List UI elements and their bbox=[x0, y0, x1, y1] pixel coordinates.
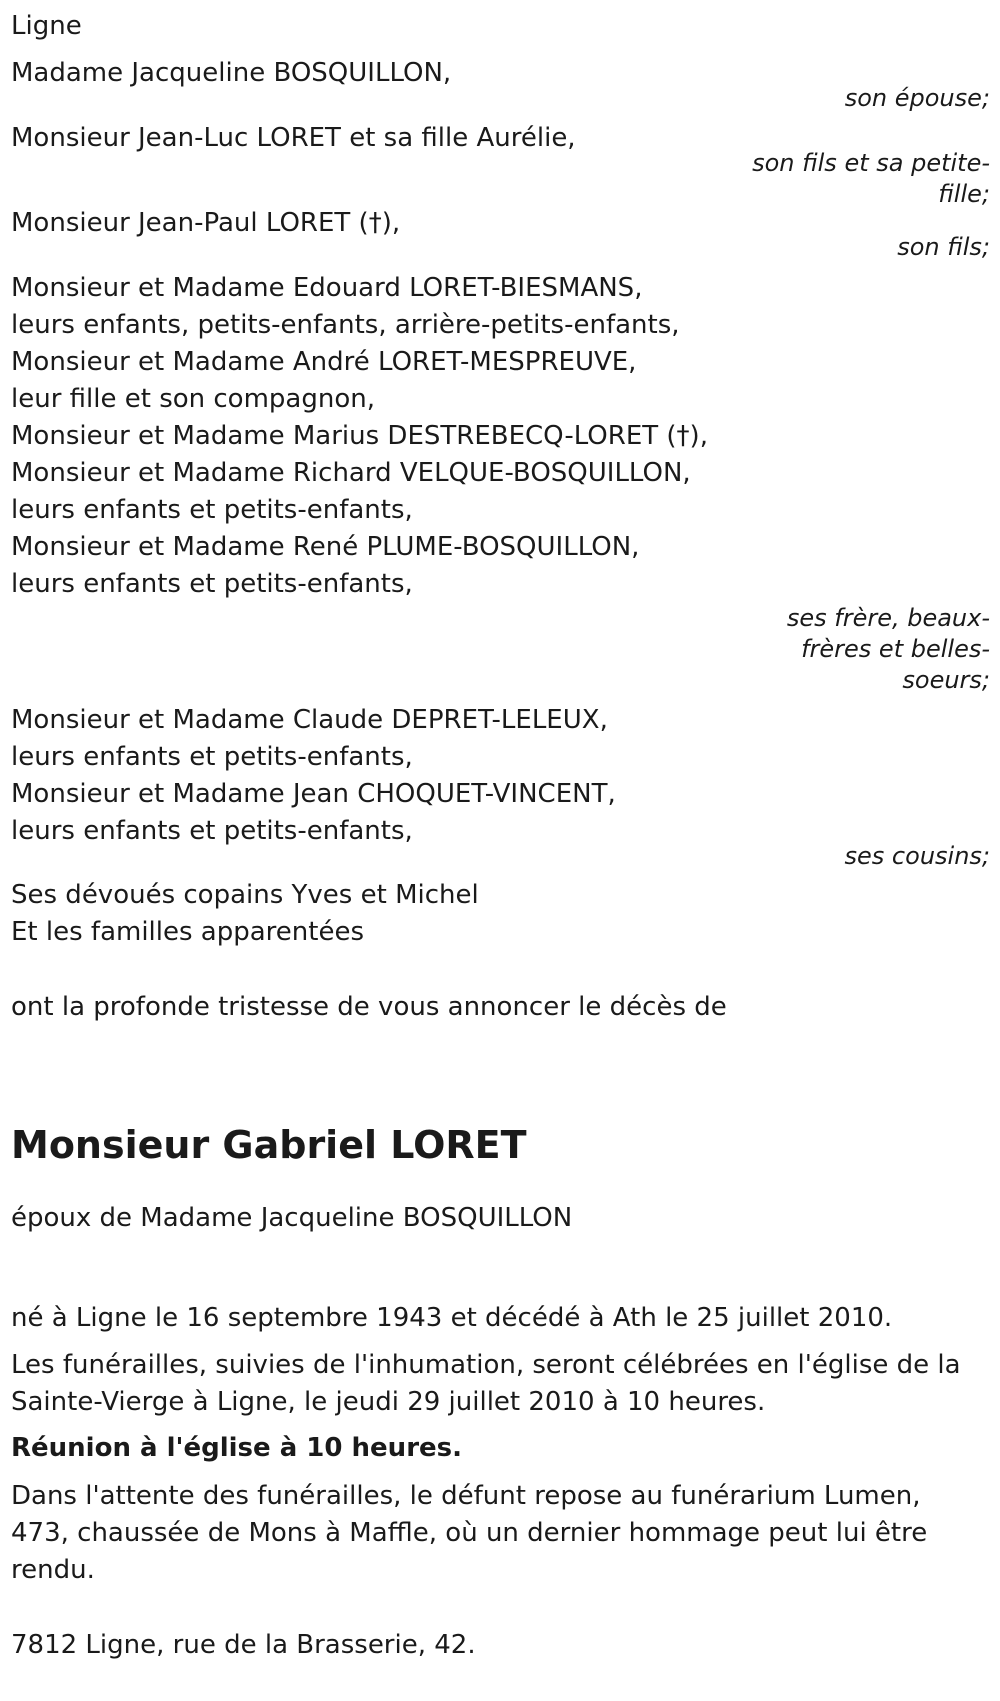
family-line: Monsieur et Madame Marius DESTREBECQ-LORET (†), bbox=[11, 421, 708, 451]
relation-label: son épouse; bbox=[844, 84, 990, 112]
family-line: leurs enfants et petits-enfants, bbox=[11, 816, 413, 846]
family-line: leurs enfants et petits-enfants, bbox=[11, 742, 413, 772]
announcement-text: ont la profonde tristesse de vous annoncer le décès de bbox=[11, 992, 727, 1022]
spouse-line: époux de Madame Jacqueline BOSQUILLON bbox=[11, 1203, 573, 1233]
family-line: Monsieur et Madame André LORET-MESPREUVE, bbox=[11, 347, 637, 377]
family-line: leurs enfants et petits-enfants, bbox=[11, 569, 413, 599]
meeting-notice: Réunion à l'église à 10 heures. bbox=[11, 1433, 463, 1463]
relation-label: son fils et sa petite-fille; bbox=[752, 149, 990, 208]
deceased-name: Monsieur Gabriel LORET bbox=[11, 1123, 527, 1167]
place-name: Ligne bbox=[11, 11, 82, 41]
friends-line: Et les familles apparentées bbox=[11, 917, 365, 947]
family-line: Monsieur et Madame Edouard LORET-BIESMANS, bbox=[11, 273, 643, 303]
birth-death-dates: né à Ligne le 16 septembre 1943 et décédé à Ath le 25 juillet 2010. bbox=[11, 1303, 893, 1333]
relation-label: son fils; bbox=[897, 233, 990, 261]
friends-line: Ses dévoués copains Yves et Michel bbox=[11, 880, 479, 910]
home-address: 7812 Ligne, rue de la Brasserie, 42. bbox=[11, 1630, 476, 1660]
family-line: Monsieur et Madame Jean CHOQUET-VINCENT, bbox=[11, 779, 616, 809]
family-line: leur fille et son compagnon, bbox=[11, 384, 375, 414]
funerarium-details: Dans l'attente des funérailles, le défunt repose au funérarium Lumen, 473, chaussée de Mons à Maffle, où un dernier hommage peut lui être rendu. bbox=[11, 1481, 928, 1585]
relation-label: ses frère, beaux-frères et belles-soeurs; bbox=[786, 604, 990, 694]
family-line: Monsieur et Madame Richard VELQUE-BOSQUILLON, bbox=[11, 458, 691, 488]
family-line: Monsieur et Madame Claude DEPRET-LELEUX, bbox=[11, 705, 608, 735]
family-line: Monsieur Jean-Luc LORET et sa fille Aurélie, bbox=[11, 123, 576, 153]
family-line: Monsieur Jean-Paul LORET (†), bbox=[11, 208, 401, 238]
family-line: leurs enfants et petits-enfants, bbox=[11, 495, 413, 525]
relation-label: ses cousins; bbox=[844, 842, 990, 870]
family-line: Monsieur et Madame René PLUME-BOSQUILLON, bbox=[11, 532, 640, 562]
family-line: leurs enfants, petits-enfants, arrière-petits-enfants, bbox=[11, 310, 680, 340]
funeral-details: Les funérailles, suivies de l'inhumation, seront célébrées en l'église de la Sainte-Vierge à Ligne, le jeudi 29 juillet 2010 à 10 heures. bbox=[11, 1350, 961, 1417]
family-line: Madame Jacqueline BOSQUILLON, bbox=[11, 58, 452, 88]
